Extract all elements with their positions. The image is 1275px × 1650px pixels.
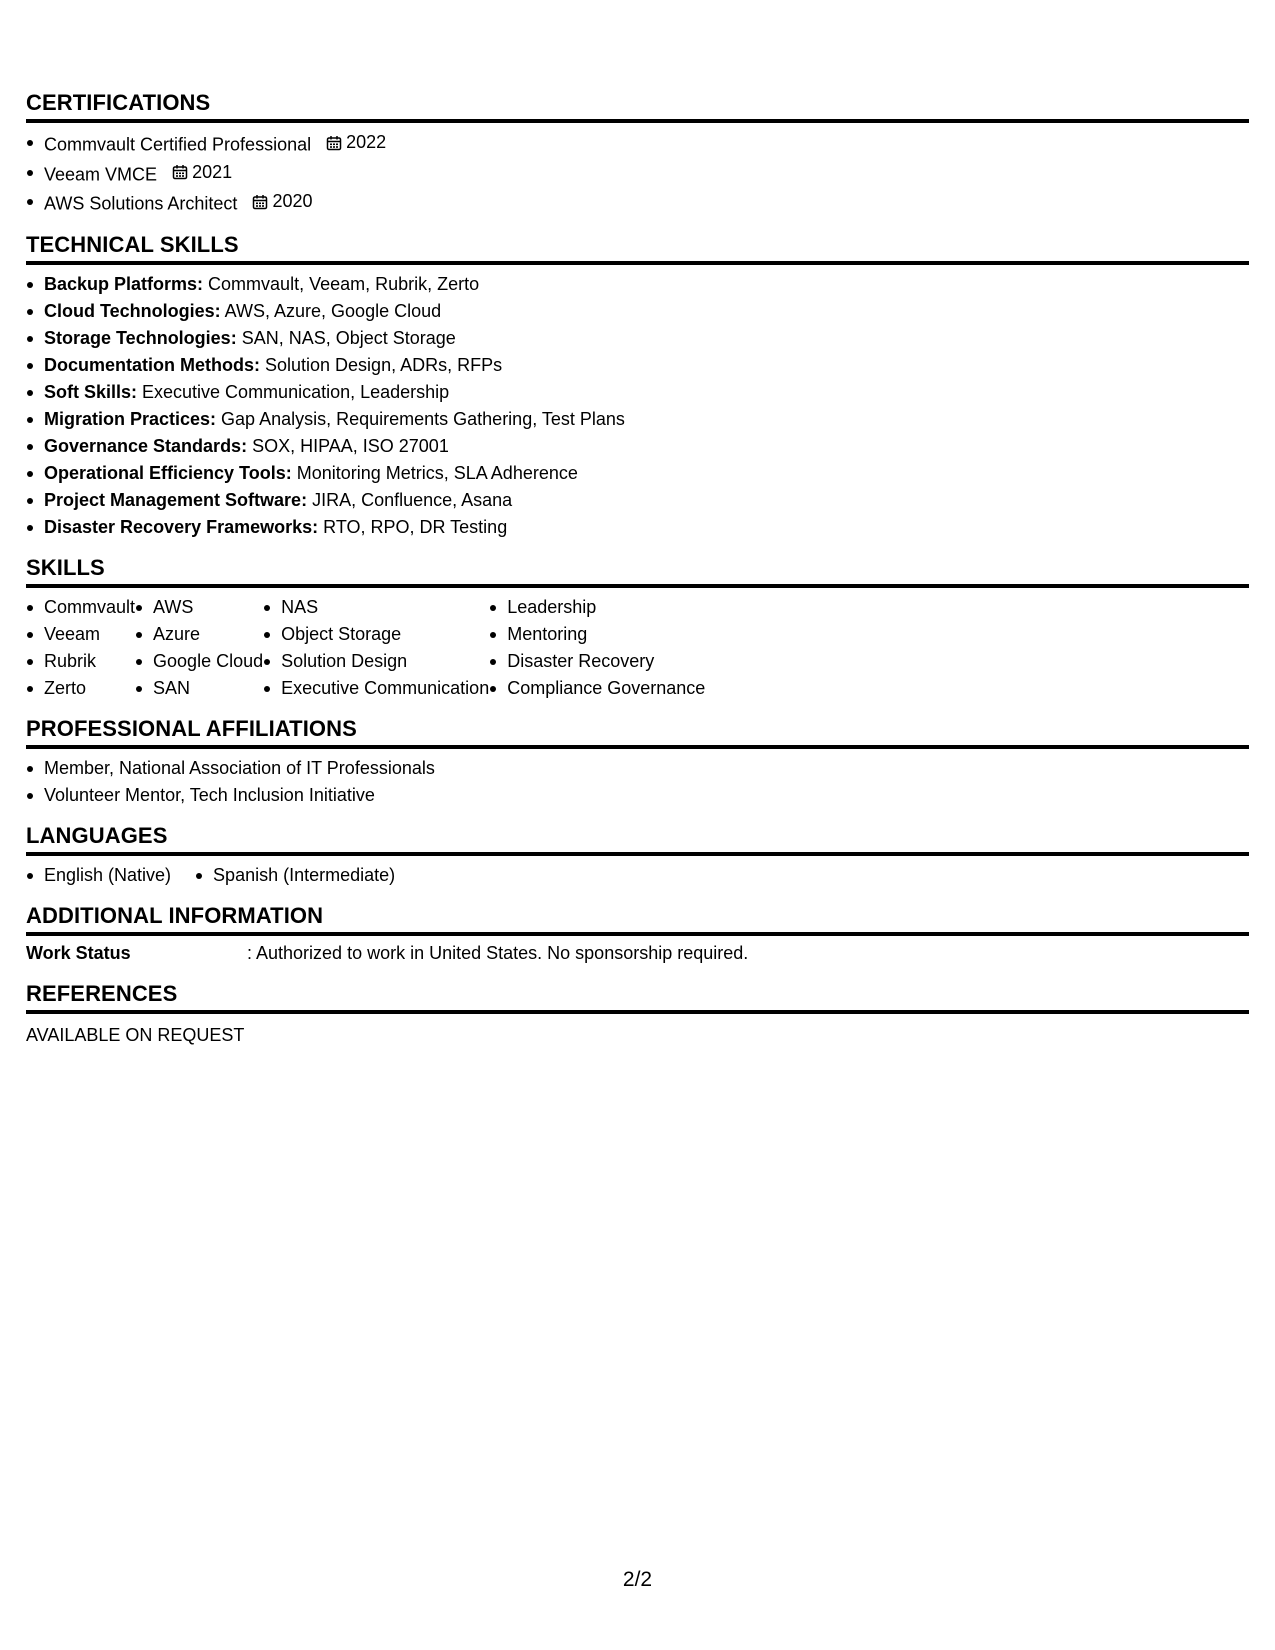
page-number: 2/2	[622, 1568, 653, 1591]
skill-item: NAS	[263, 594, 489, 621]
additional-info-heading: ADDITIONAL INFORMATION	[26, 903, 1249, 936]
certifications-list	[26, 129, 1249, 218]
skills-grid	[26, 594, 1249, 702]
skills-column	[489, 594, 705, 702]
technical-skill-item	[26, 379, 1249, 406]
certification-item	[26, 129, 1249, 159]
skill-value: SAN, NAS, Object Storage	[236, 327, 456, 348]
language-item: English (Native)	[26, 862, 171, 889]
work-status-label: Work Status	[26, 942, 131, 963]
skill-category: Project Management Software:	[44, 489, 308, 510]
languages-list	[26, 862, 1249, 889]
skill-item: AWS	[135, 594, 263, 621]
skill-item: Leadership	[489, 594, 705, 621]
affiliations-list	[26, 755, 1249, 809]
skill-category: Cloud Technologies:	[44, 300, 221, 321]
languages-section	[26, 823, 1249, 889]
skill-item: SAN	[135, 675, 263, 702]
certifications-heading: CERTIFICATIONS	[26, 90, 1249, 123]
work-status-row	[26, 940, 1249, 967]
skill-item: Azure	[135, 621, 263, 648]
skill-value: Commvault, Veeam, Rubrik, Zerto	[203, 273, 480, 294]
calendar-icon	[252, 194, 268, 210]
technical-skill-item	[26, 271, 1249, 298]
skill-value: Executive Communication, Leadership	[137, 381, 450, 402]
skills-column	[26, 594, 135, 702]
skill-category: Disaster Recovery Frameworks:	[44, 516, 319, 537]
technical-skill-item	[26, 298, 1249, 325]
certification-year	[252, 188, 312, 215]
skill-value: Monitoring Metrics, SLA Adherence	[291, 462, 578, 483]
skills-column	[135, 594, 263, 702]
certification-item	[26, 188, 1249, 218]
additional-info-section	[26, 903, 1249, 967]
skill-item: Object Storage	[263, 621, 489, 648]
technical-skills-list	[26, 271, 1249, 541]
certification-year	[326, 129, 386, 156]
skill-item: Veeam	[26, 621, 135, 648]
work-status-value: : Authorized to work in United States. No sponsorship required.	[247, 942, 749, 963]
certification-name: Commvault Certified Professional	[44, 134, 312, 155]
certification-item	[26, 159, 1249, 189]
resume-page	[26, 90, 1249, 1063]
certification-year-text: 2022	[346, 132, 387, 152]
skill-item: Compliance Governance	[489, 675, 705, 702]
certification-year-text: 2021	[192, 161, 233, 182]
technical-skills-section	[26, 232, 1249, 541]
skill-item: Solution Design	[263, 648, 489, 675]
calendar-icon	[326, 135, 342, 151]
technical-skill-item	[26, 325, 1249, 352]
skill-category: Governance Standards:	[44, 435, 248, 456]
certification-name: AWS Solutions Architect	[44, 193, 238, 214]
technical-skill-item	[26, 460, 1249, 487]
affiliations-section	[26, 716, 1249, 809]
skill-value: Solution Design, ADRs, RFPs	[260, 354, 503, 375]
certification-name: Veeam VMCE	[44, 164, 158, 184]
skill-item: Executive Communication	[263, 675, 489, 702]
affiliations-heading: PROFESSIONAL AFFILIATIONS	[26, 716, 1249, 749]
skills-section	[26, 555, 1249, 702]
skill-category: Operational Efficiency Tools:	[44, 462, 292, 483]
certifications-section	[26, 90, 1249, 218]
skills-column	[263, 594, 489, 702]
skill-item: Mentoring	[489, 621, 705, 648]
skill-category: Migration Practices:	[44, 408, 217, 429]
affiliation-item: Member, National Association of IT Professionals	[26, 755, 1249, 782]
technical-skills-heading: TECHNICAL SKILLS	[26, 232, 1249, 265]
skill-category: Storage Technologies:	[44, 327, 237, 348]
skill-category: Backup Platforms:	[44, 273, 204, 294]
skill-value: RTO, RPO, DR Testing	[318, 516, 508, 537]
calendar-icon	[172, 164, 188, 180]
references-section	[26, 981, 1249, 1049]
skill-item: Disaster Recovery	[489, 648, 705, 675]
language-item: Spanish (Intermediate)	[195, 862, 395, 889]
skill-item: Rubrik	[26, 648, 135, 675]
certification-year-text: 2020	[272, 191, 313, 211]
skill-category: Documentation Methods:	[44, 354, 260, 375]
technical-skill-item	[26, 433, 1249, 460]
skill-item: Zerto	[26, 675, 135, 702]
languages-heading: LANGUAGES	[26, 823, 1249, 856]
technical-skill-item	[26, 352, 1249, 379]
certification-year	[172, 159, 232, 186]
skill-value: JIRA, Confluence, Asana	[307, 489, 513, 510]
skill-item: Google Cloud	[135, 648, 263, 675]
technical-skill-item	[26, 487, 1249, 514]
references-heading: REFERENCES	[26, 981, 1249, 1014]
technical-skill-item	[26, 406, 1249, 433]
skill-value: Gap Analysis, Requirements Gathering, Test Plans	[216, 408, 625, 429]
skill-category: Soft Skills:	[44, 381, 138, 402]
skills-heading: SKILLS	[26, 555, 1249, 588]
technical-skill-item	[26, 514, 1249, 541]
skill-item: Commvault	[26, 594, 135, 621]
skill-value: SOX, HIPAA, ISO 27001	[247, 435, 449, 456]
skill-value: AWS, Azure, Google Cloud	[220, 300, 442, 321]
affiliation-item: Volunteer Mentor, Tech Inclusion Initiative	[26, 782, 1249, 809]
references-text: AVAILABLE ON REQUEST	[26, 1024, 245, 1045]
